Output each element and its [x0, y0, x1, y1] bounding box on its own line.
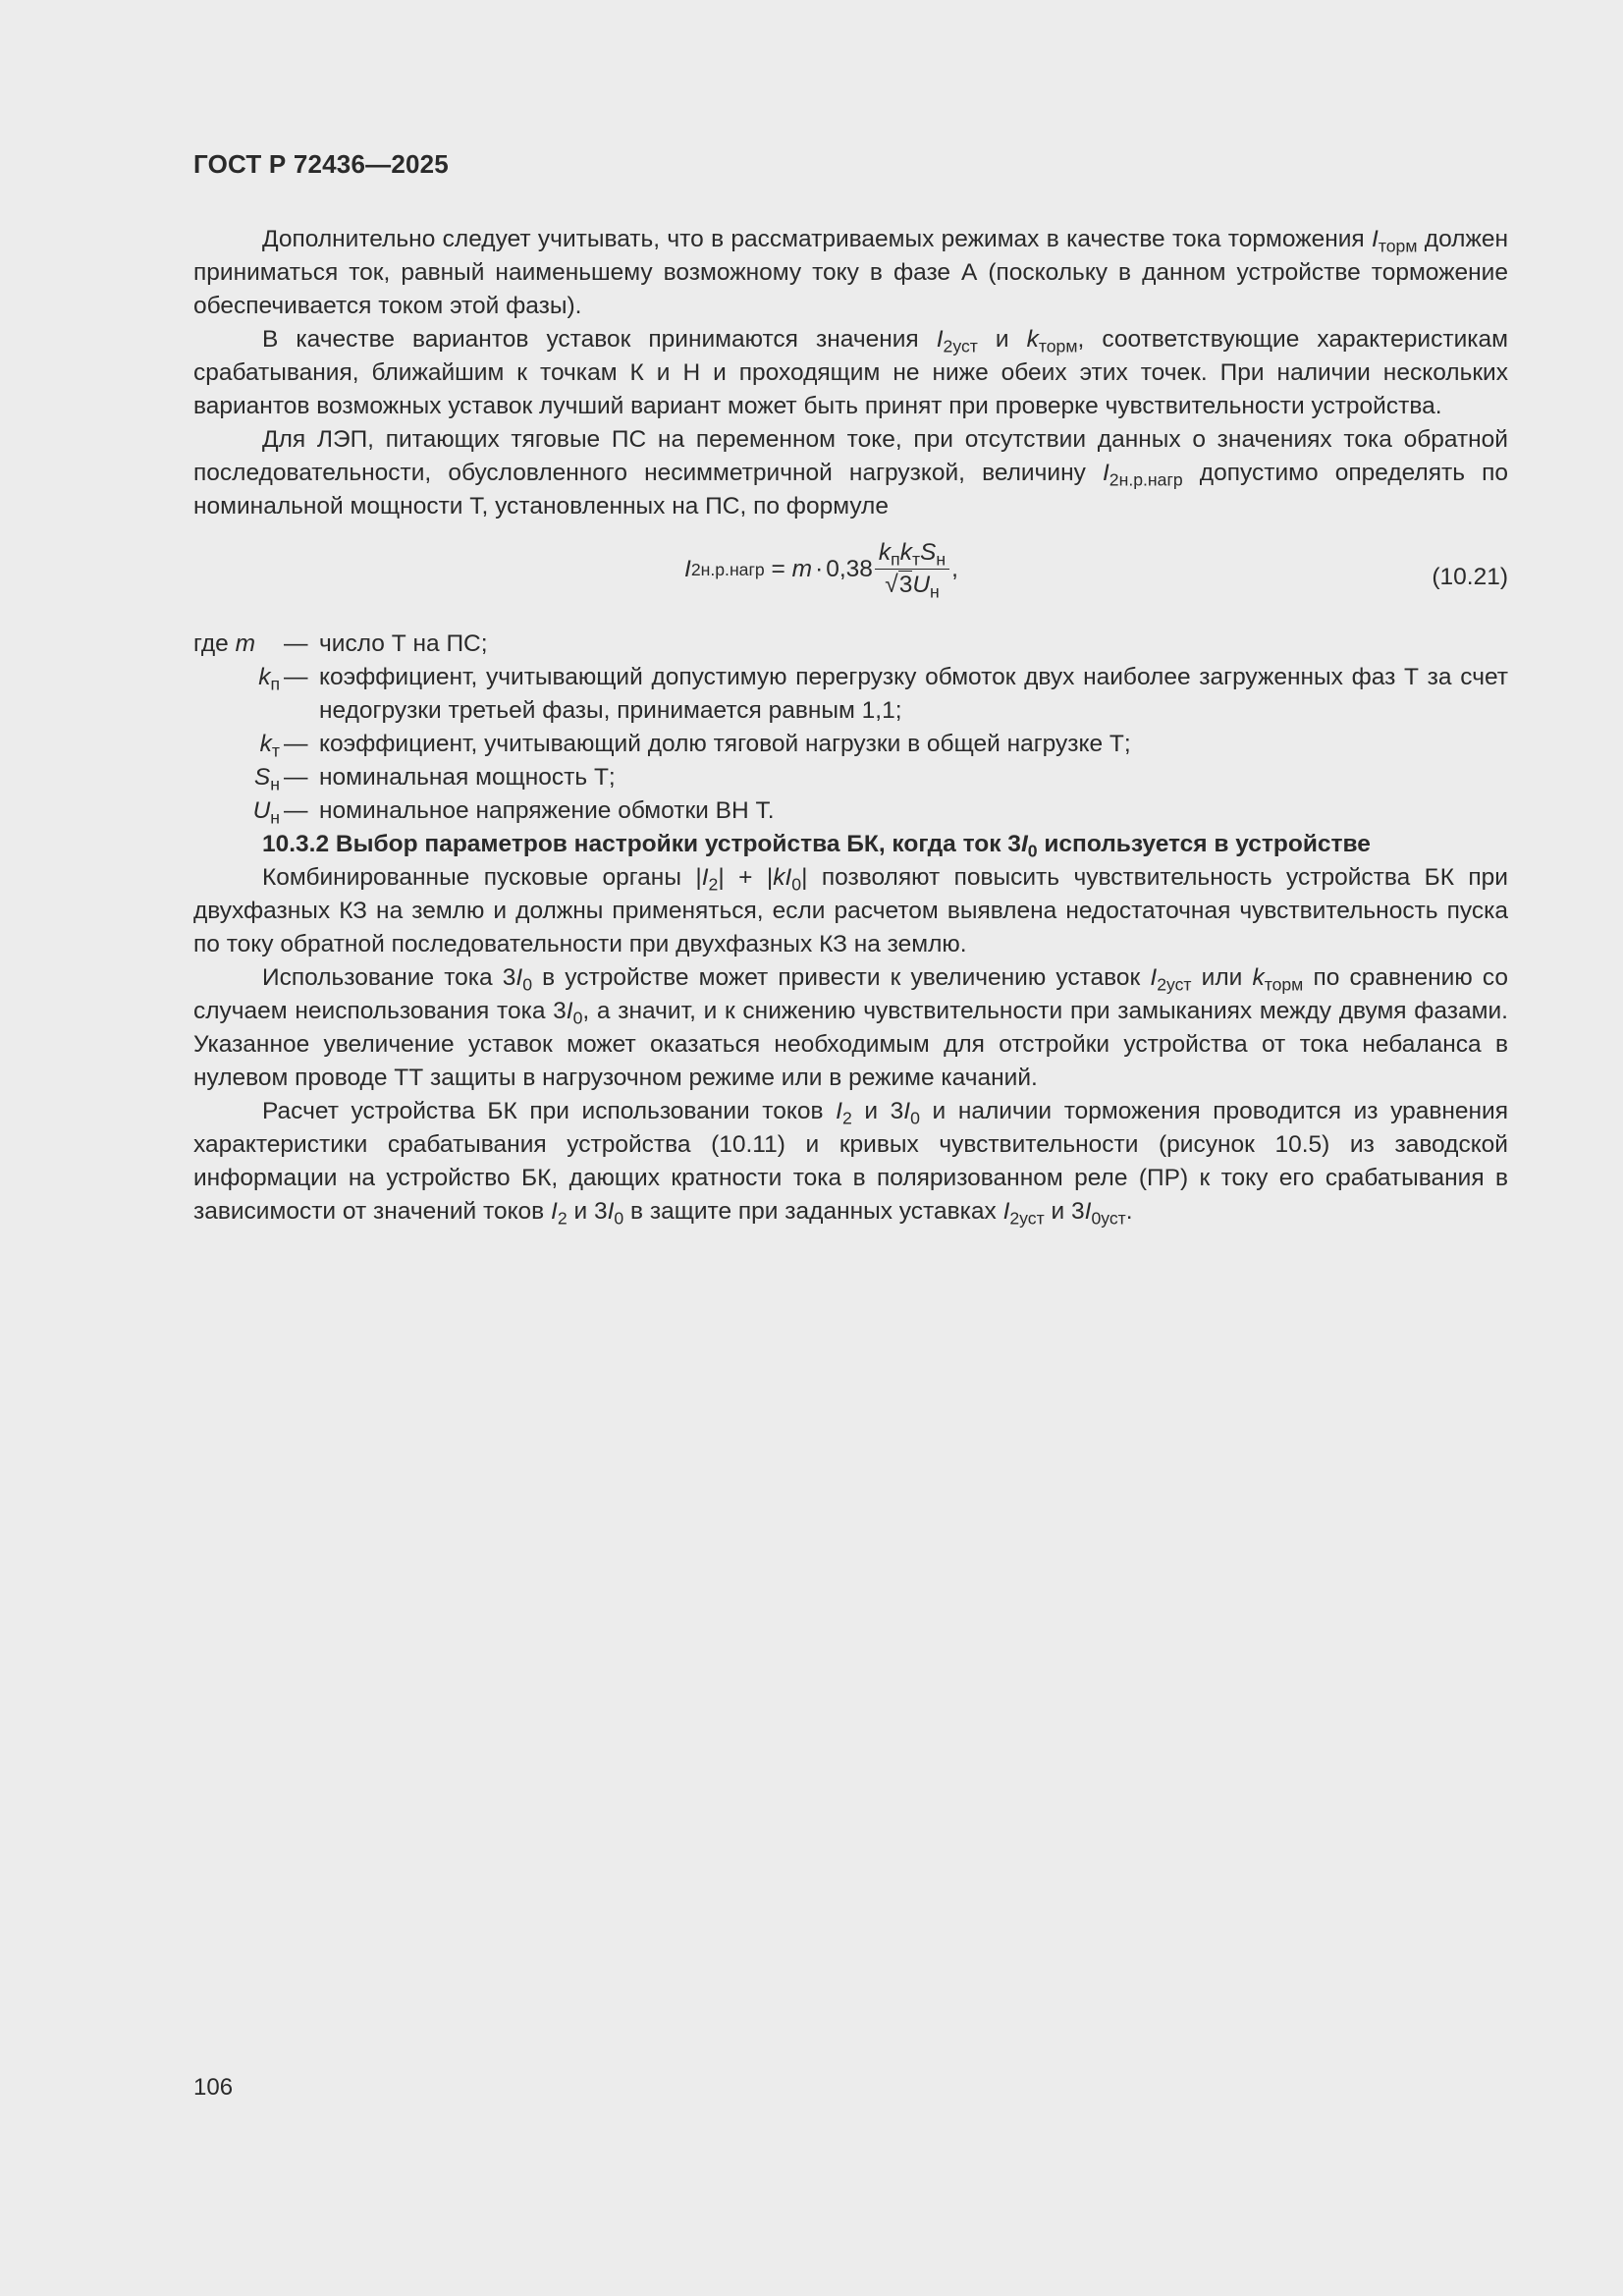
paragraph-braking-current: Дополнительно следует учитывать, что в рассматриваемых режимах в качестве тока торможения $I_{торм}$ должен приниматься ток, равный наименьшему возможному току в фазе А (поскольку в данном устройстве торможение обеспечивается током этой фазы).: [193, 226, 1509, 319]
definition-text: число Т на ПС;: [319, 630, 488, 657]
definitions-list: [193, 628, 1508, 828]
formula-number: (10.21): [1432, 564, 1508, 590]
formula-denominator: $√3U_н$: [885, 572, 940, 602]
definition-symbol: $k_п$: [258, 664, 280, 694]
paragraph-zero-sequence-use: Использование тока $3I_0$ в устройстве может привести к увеличению уставок $I_{2уст}$ или $k_{торм}$ по сравнению со случаем неиспользования тока $3I_0$, а значит, и к снижению чувствительности при замыканиях между двумя фазами. Указанное увеличение уставок может оказаться необходимым для отстройки устройства от тока небаланса в нулевом проводе ТТ защиты в нагрузочном режиме или в режиме качаний.: [193, 964, 1509, 1091]
definition-symbol: $k_т$: [259, 731, 280, 761]
paragraph-traction-lines: Для ЛЭП, питающих тяговые ПС на переменном токе, при отсутствии данных о значениях тока обратной последовательности, обусловленного несимметричной нагрузкой, величину $I_{2н.р.нагр}$ допустимо определять по номинальной мощности Т, установленных на ПС, по формуле: [193, 426, 1508, 519]
paragraph-combined-start: Комбинированные пусковые органы $|I_2| + |kI_0|$ позволяют повысить чувствительность устройства БК при двухфазных КЗ на землю и должны применяться, если расчетом выявлена недостаточная чувствительность пуска по току обратной последовательности при двухфазных КЗ на землю.: [193, 864, 1508, 957]
paragraph-bk-calculation: Расчет устройства БК при использовании токов $I_2$ и $3I_0$ и наличии торможения проводится из уравнения характеристики срабатывания устройства (10.11) и кривых чувствительности (рисунок 10.5) из заводской информации на устройство БК, дающих кратности тока в поляризованном реле (ПР) к току его срабатывания в зависимости от значений токов $I_2$ и $3I_0$ в защите при заданных уставках $I_{2уст}$ и $3I_{0уст}$.: [193, 1098, 1509, 1229]
definition-text: номинальная мощность Т;: [319, 764, 616, 791]
formula-10-21: [193, 531, 1508, 618]
document-header: ГОСТ Р 72436—2025: [193, 149, 449, 179]
definition-symbol: $U_н$: [252, 797, 280, 828]
definition-symbol: где m: [193, 630, 255, 657]
definition-dash: —: [284, 764, 308, 791]
definition-dash: —: [284, 630, 308, 657]
definition-text: коэффициент, учитывающий долю тяговой нагрузки в общей нагрузке Т;: [319, 731, 1131, 757]
section-heading: 10.3.2 Выбор параметров настройки устройства БК, когда ток $3I_0$ используется в устройстве: [262, 831, 1371, 861]
formula-expression: I 2н.р.нагр = m · 0,38 $\frac{k_пk_тS_н}{√3U_н}$ ,: [684, 539, 958, 602]
definition-dash: —: [284, 664, 308, 690]
paragraph-setting-variants: В качестве вариантов уставок принимаются значения $I_{2уст}$ и $k_{торм}$, соответствующие характеристикам срабатывания, ближайшим к точкам К и Н и проходящим не ниже обеих этих точек. При наличии нескольких вариантов возможных уставок лучший вариант может быть принят при проверке чувствительности устройства.: [193, 326, 1508, 419]
formula-fraction: [875, 537, 949, 601]
definition-dash: —: [284, 731, 308, 757]
sqrt-sign: √: [885, 572, 898, 598]
definition-dash: —: [284, 797, 308, 824]
definition-symbol: $S_н$: [253, 764, 280, 794]
page-body: [193, 223, 1508, 1229]
definition-text: номинальное напряжение обмотки ВН Т.: [319, 797, 775, 824]
formula-numerator: $k_пk_тS_н$: [875, 537, 949, 570]
page-number: 106: [193, 2074, 234, 2101]
definition-text: коэффициент, учитывающий допустимую перегрузку обмоток двух наиболее загруженных фаз Т за счет недогрузки третьей фазы, принимается равным 1,1;: [319, 664, 1508, 724]
